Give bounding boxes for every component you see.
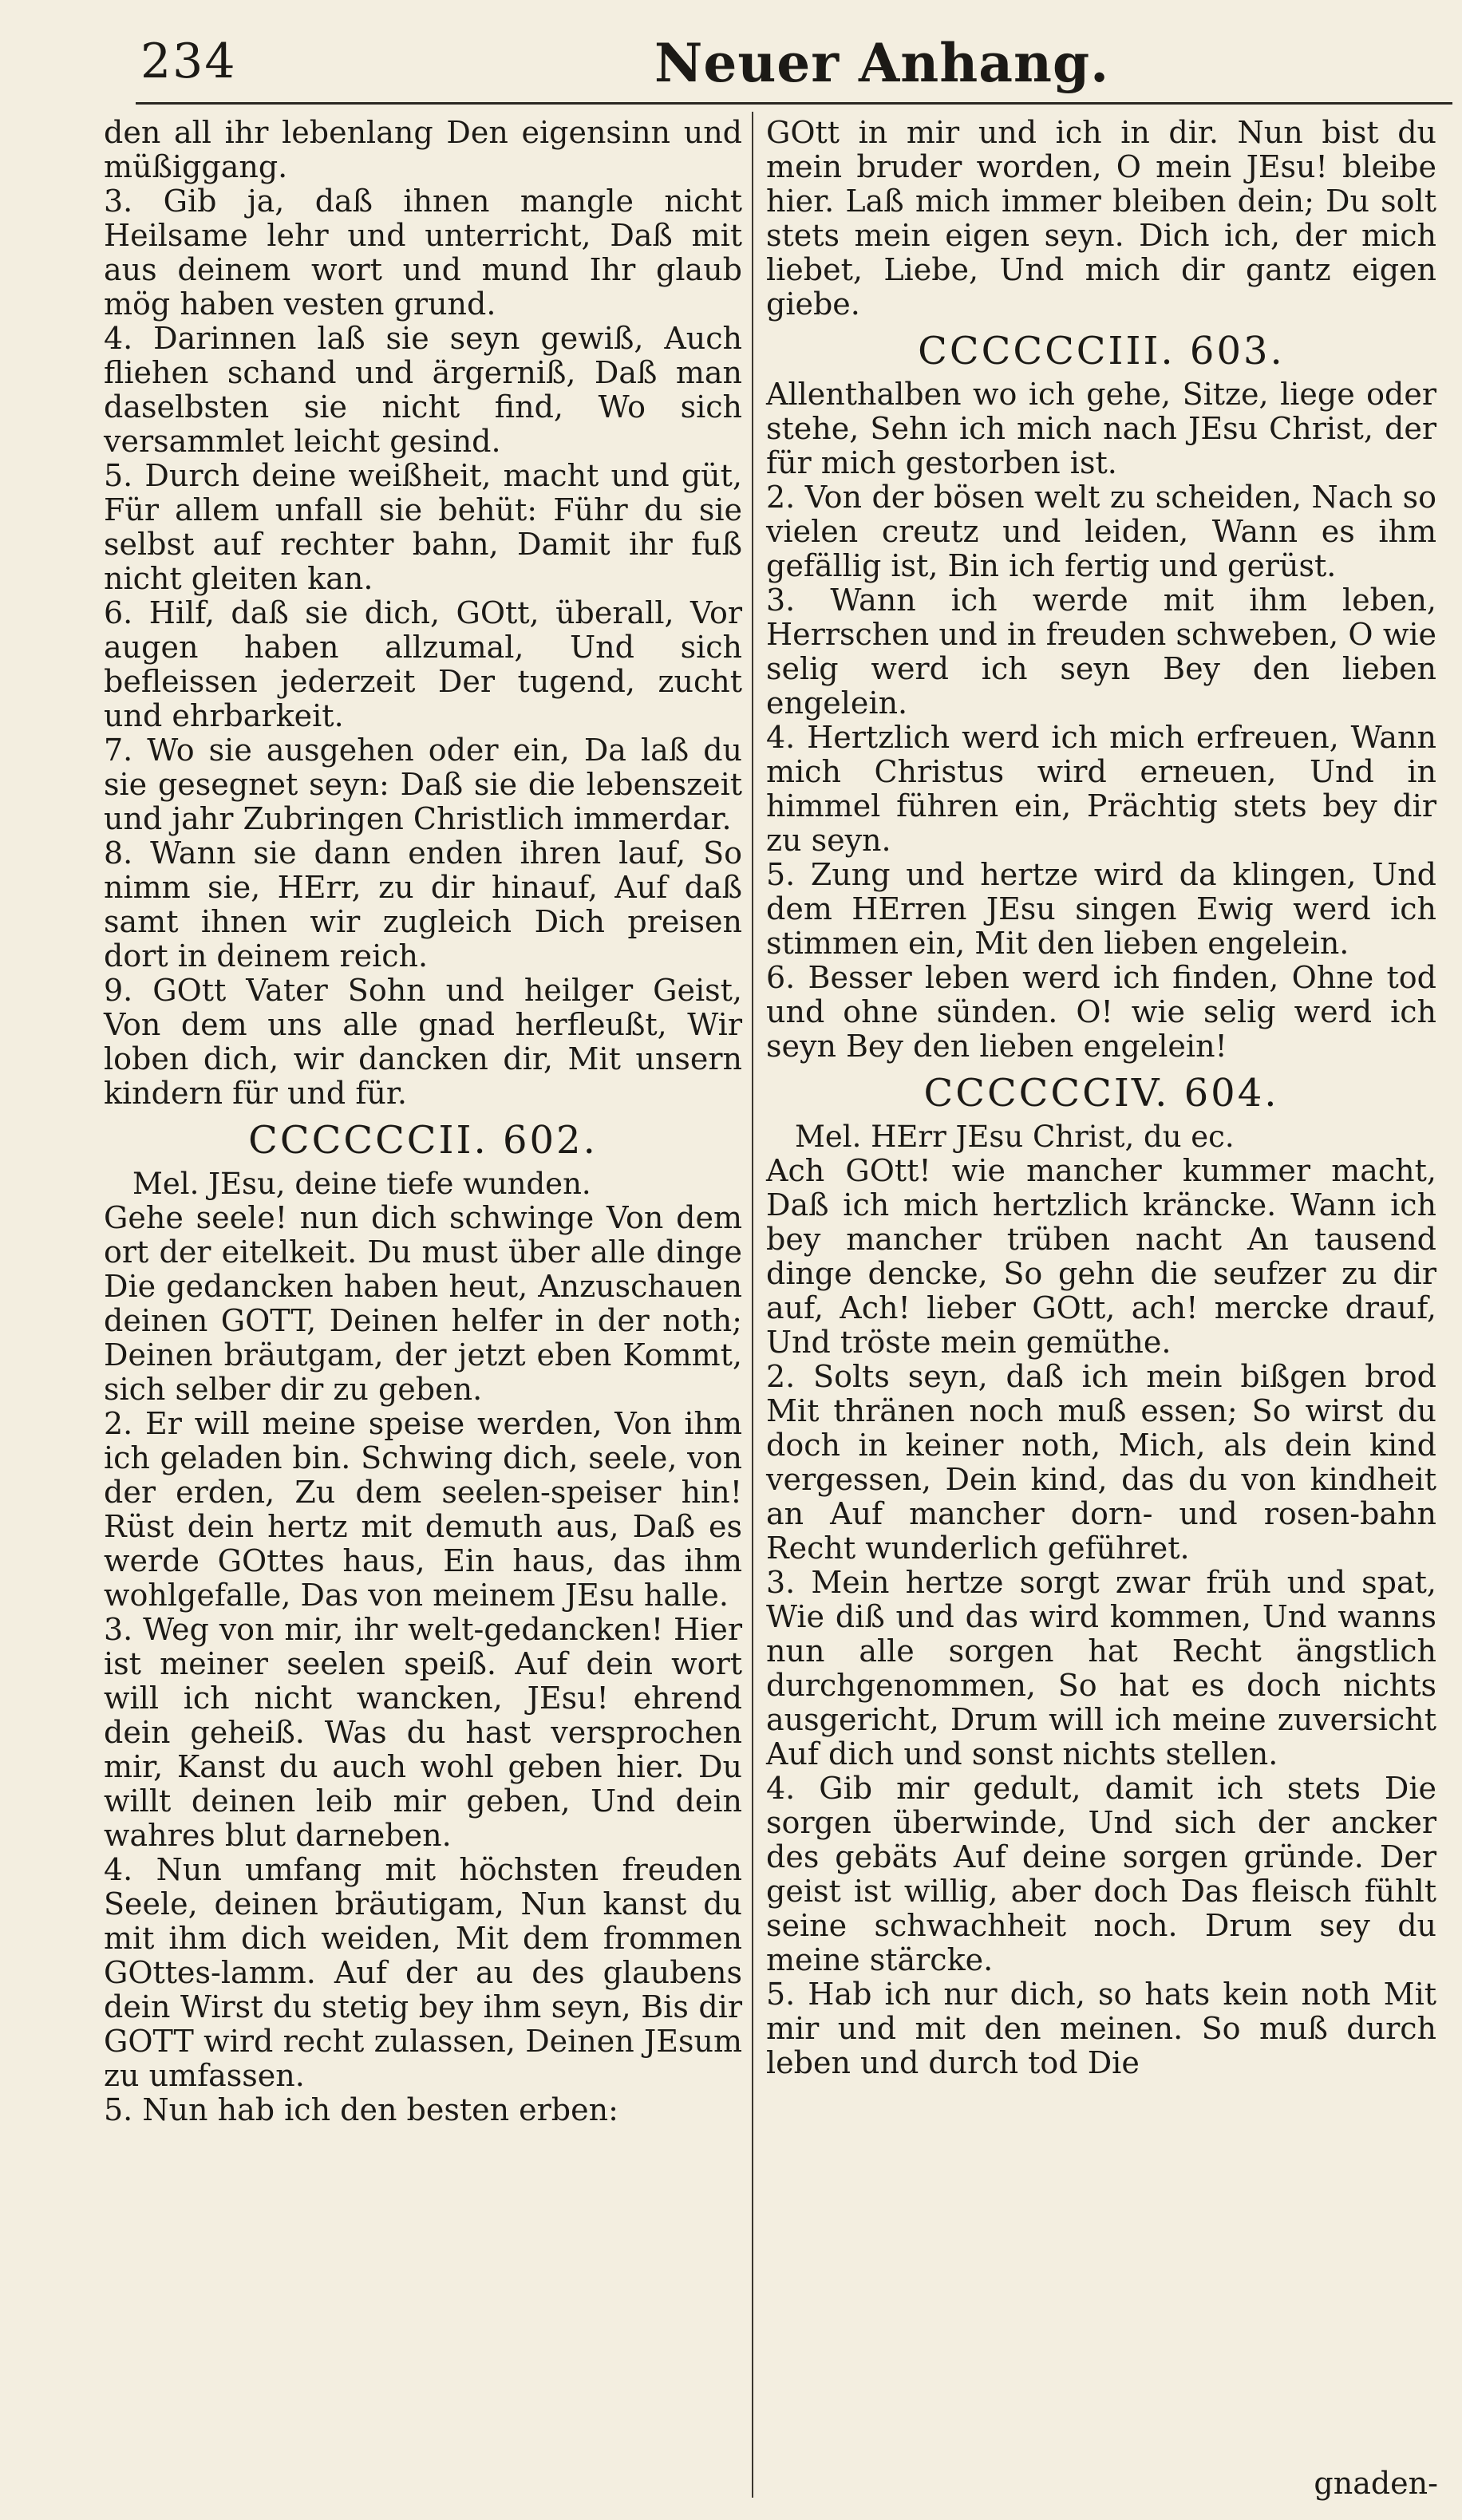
verse-paragraph: 3. Gib ja, daß ihnen mangle nicht Heilsame lehr und unterricht, Daß mit aus deinem wort und mund Ihr glaub mög haben vesten grund. (104, 184, 742, 322)
verse-paragraph: 3. Mein hertze sorgt zwar früh und spat, Wie diß und das wird kommen, Und wanns nun alle sorgen hat Recht ängstlich durchgenommen, So hat es doch nichts ausgericht, Drum will ich meine zuversicht Auf dich und sonst nichts stellen. (766, 1565, 1436, 1772)
verse-paragraph: 4. Darinnen laß sie seyn gewiß, Auch fliehen schand und ärgerniß, Daß man daselbsten sie nicht find, Wo sich versammlet leicht gesind. (104, 321, 742, 459)
verse-paragraph: Gehe seele! nun dich schwinge Von dem ort der eitelkeit. Du must über alle dinge Die gedancken haben heut, Anzuschauen deinen GOTT, Deinen helfer in der noth; Deinen bräutgam, der jetzt eben Kommt, sich selber dir zu geben. (104, 1200, 742, 1407)
verse-paragraph: 2. Solts seyn, daß ich mein bißgen brod Mit thränen noch muß essen; So wirst du doch in keiner noth, Mich, als dein kind vergessen, Dein kind, das du von kindheit an Auf mancher dorn- und rosen-bahn Recht wunderlich geführet. (766, 1359, 1436, 1566)
page-header (136, 24, 1462, 104)
verse-paragraph: 9. GOtt Vater Sohn und heilger Geist, Von dem uns alle gnad herfleußt, Wir loben dich, wir dancken dir, Mit unsern kindern für und für. (104, 973, 742, 1111)
catchword: gnaden- (1314, 2466, 1438, 2501)
verse-paragraph: den all ihr lebenlang Den eigensinn und müßiggang. (104, 115, 742, 184)
hymn-number: CCCCCCII. 602. (248, 1118, 598, 1163)
verse-paragraph: 7. Wo sie ausgehen oder ein, Da laß du sie gesegnet seyn: Daß sie die lebenszeit und jahr Zubringen Christlich immerdar. (104, 733, 742, 836)
verse-paragraph: 6. Besser leben werd ich finden, Ohne tod und ohne sünden. O! wie selig werd ich seyn Bey den lieben engelein! (766, 960, 1436, 1064)
verse-paragraph: 5. Zung und hertze wird da klingen, Und dem HErren JEsu singen Ewig werd ich stimmen ein, Mit den lieben engelein. (766, 857, 1436, 961)
running-head: Neuer Anhang. (654, 32, 1110, 94)
verse-paragraph: 3. Weg von mir, ihr welt-gedancken! Hier ist meiner seelen speiß. Auf dein wort will ich nicht wancken, JEsu! ehrend dein geheiß. Was du hast versprochen mir, Kanst du auch wohl geben hier. Du willt deinen leib mir geben, Und dein wahres blut darneben. (104, 1612, 742, 1853)
melody-line: Mel. HErr JEsu Christ, du ec. (795, 1120, 1235, 1154)
verse-paragraph: 8. Wann sie dann enden ihren lauf, So nimm sie, HErr, zu dir hinauf, Auf daß samt ihnen wir zugleich Dich preisen dort in deinem reich. (104, 835, 742, 974)
verse-paragraph: 4. Hertzlich werd ich mich erfreuen, Wann mich Christus wird erneuen, Und in himmel führen ein, Prächtig stets bey dir zu seyn. (766, 720, 1436, 858)
column-divider (752, 112, 753, 2498)
verse-paragraph: 6. Hilf, daß sie dich, GOtt, überall, Vor augen haben allzumal, Und sich befleissen jederzeit Der tugend, zucht und ehrbarkeit. (104, 595, 742, 733)
verse-paragraph: Allenthalben wo ich gehe, Sitze, liege oder stehe, Sehn ich mich nach JEsu Christ, der für mich gestorben ist. (766, 377, 1436, 480)
verse-paragraph: 5. Durch deine weißheit, macht und güt, Für allem unfall sie behüt: Führ du sie selbst auf rechter bahn, Damit ihr fuß nicht gleiten kan. (104, 458, 742, 596)
right-column (766, 116, 1436, 2080)
hymn-number: CCCCCCIV. 604. (923, 1071, 1279, 1116)
verse-paragraph: 5. Hab ich nur dich, so hats kein noth Mit mir und mit den meinen. So muß durch leben und durch tod Die (766, 1977, 1436, 2080)
verse-paragraph: 3. Wann ich werde mit ihm leben, Herrschen und in freuden schweben, O wie selig werd ich seyn Bey den lieben engelein. (766, 583, 1436, 721)
hymn-number: CCCCCCIII. 603. (918, 329, 1285, 373)
verse-paragraph: GOtt in mir und ich in dir. Nun bist du mein bruder worden, O mein JEsu! bleibe hier. Laß mich immer bleiben dein; Du solt stets mein eigen seyn. Dich ich, der mich liebet, Liebe, Und mich dir gantz eigen giebe. (766, 115, 1436, 322)
header-rule (136, 102, 1452, 105)
verse-paragraph: Ach GOtt! wie mancher kummer macht, Daß ich mich hertzlich kräncke. Wann ich bey mancher trüben nacht An tausend dinge dencke, So gehn die seufzer zu dir auf, Ach! lieber GOtt, ach! mercke drauf, Und tröste mein gemüthe. (766, 1153, 1436, 1360)
left-column (104, 116, 742, 2127)
verse-paragraph: 4. Nun umfang mit höchsten freuden Seele, deinen bräutigam, Nun kanst du mit ihm dich weiden, Mit dem frommen GOttes-lamm. Auf der au des glaubens dein Wirst du stetig bey ihm seyn, Bis dir GOTT wird recht zulassen, Deinen JEsum zu umfassen. (104, 1852, 742, 2093)
verse-paragraph: 2. Von der bösen welt zu scheiden, Nach so vielen creutz und leiden, Wann es ihm gefällig ist, Bin ich fertig und gerüst. (766, 480, 1436, 583)
page-number: 234 (140, 34, 237, 89)
verse-paragraph: 4. Gib mir gedult, damit ich stets Die sorgen überwinde, Und sich der ancker des gebäts Auf deine sorgen gründe. Der geist ist willig, aber doch Das fleisch fühlt seine schwachheit noch. Drum sey du meine stärcke. (766, 1771, 1436, 1977)
melody-line: Mel. JEsu, deine tiefe wunden. (132, 1167, 591, 1201)
verse-paragraph: 5. Nun hab ich den besten erben: (104, 2092, 618, 2127)
verse-paragraph: 2. Er will meine speise werden, Von ihm ich geladen bin. Schwing dich, seele, von der erden, Zu dem seelen-speiser hin! Rüst dein hertz mit demuth aus, Daß es werde GOttes haus, Ein haus, das ihm wohlgefalle, Das von meinem JEsu halle. (104, 1406, 742, 1613)
